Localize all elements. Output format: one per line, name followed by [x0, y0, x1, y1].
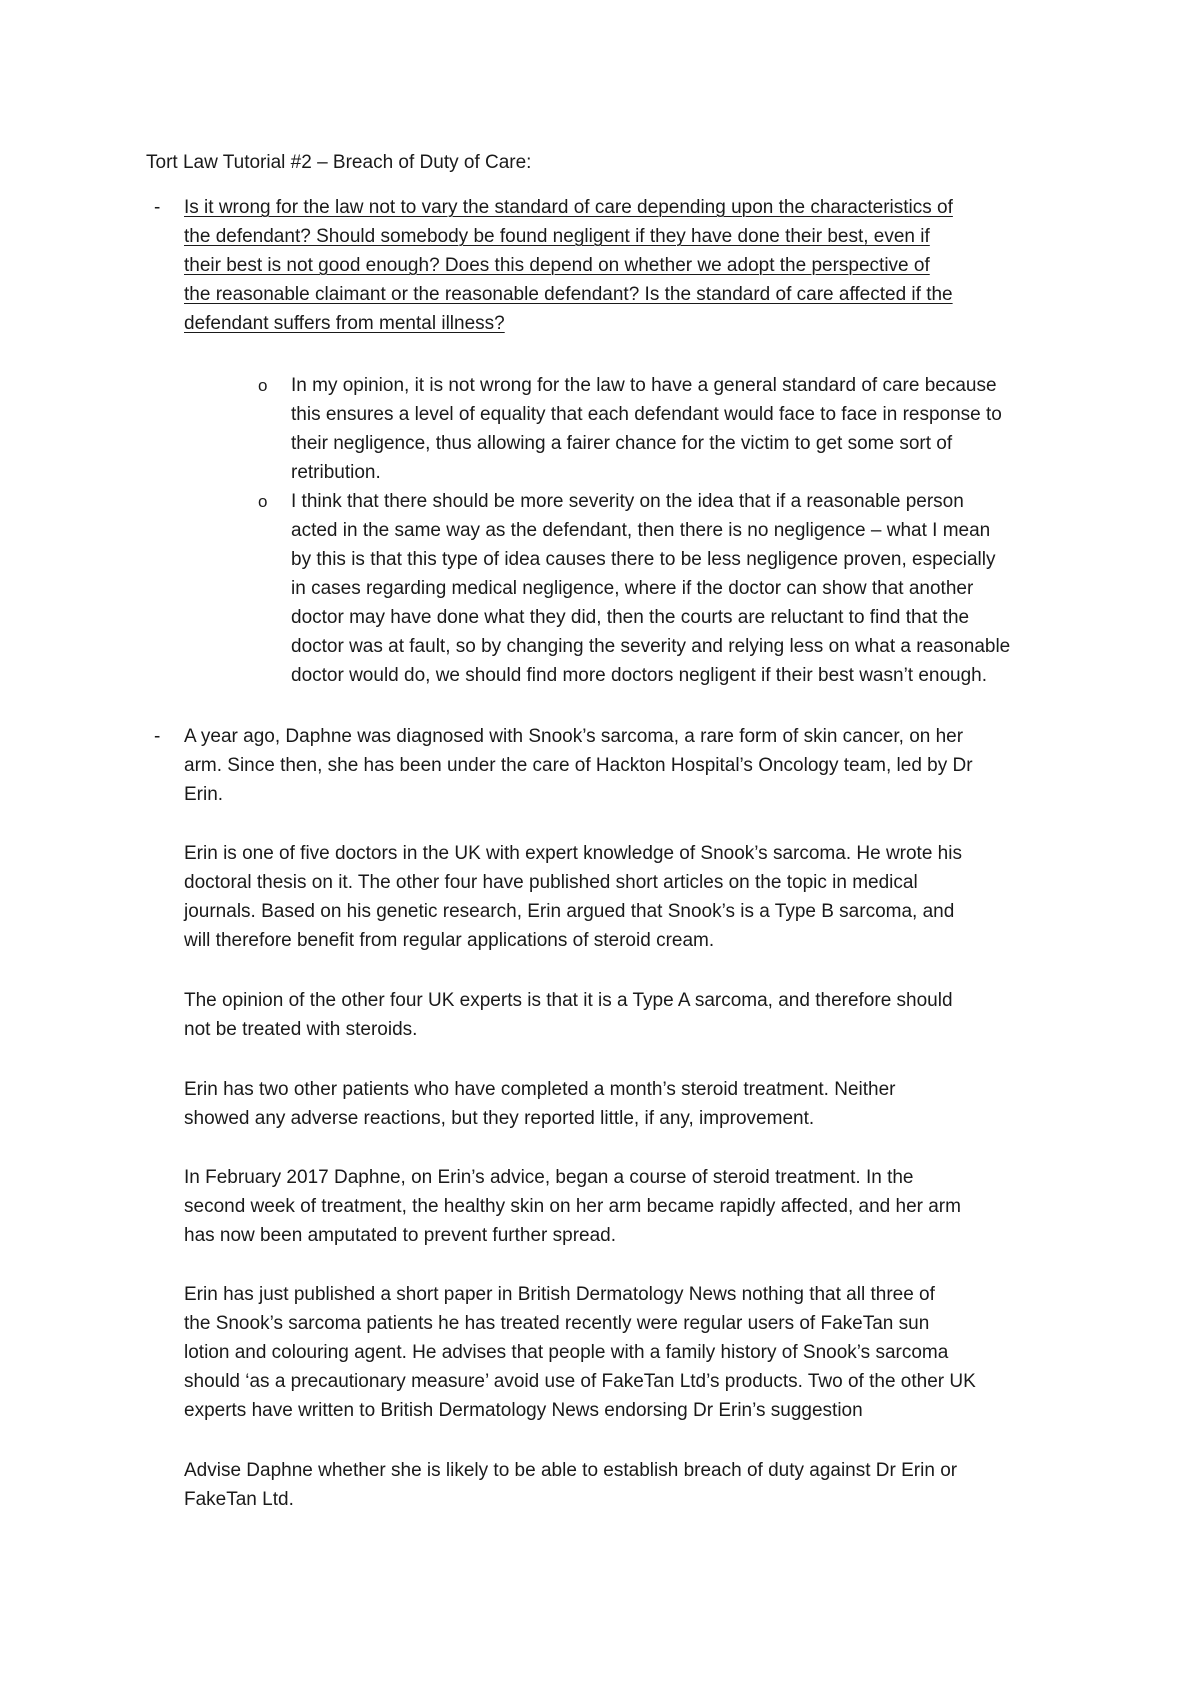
scenario-paragraph-7	[184, 1456, 1064, 1514]
scenario-paragraph-2	[184, 839, 1064, 955]
text-line: retribution.	[291, 462, 381, 483]
text-line: journals. Based on his genetic research, Erin argued that Snook’s is a Type B sarcoma, and	[184, 901, 955, 922]
text-line: doctor would do, we should find more doctors negligent if their best wasn’t enough.	[291, 665, 988, 686]
text-line: doctoral thesis on it. The other four have published short articles on the topic in medical	[184, 872, 918, 893]
scenario-paragraph-5	[184, 1163, 1064, 1250]
text-line: showed any adverse reactions, but they reported little, if any, improvement.	[184, 1108, 815, 1129]
document-title: Tort Law Tutorial #2 – Breach of Duty of Care:	[146, 152, 532, 173]
text-line: Is it wrong for the law not to vary the standard of care depending upon the characteristics of	[184, 197, 953, 218]
dash-marker: -	[154, 726, 161, 747]
text-line: will therefore benefit from regular applications of steroid cream.	[184, 930, 715, 951]
bullet-marker: o	[258, 492, 268, 511]
text-line: defendant suffers from mental illness?	[184, 313, 505, 334]
scenario-paragraph-1	[154, 722, 1064, 809]
question-1	[154, 193, 1064, 338]
text-line: In my opinion, it is not wrong for the law to have a general standard of care because	[291, 375, 997, 396]
scenario-paragraph-4	[184, 1075, 1064, 1133]
text-line: the Snook’s sarcoma patients he has treated recently were regular users of FakeTan sun	[184, 1313, 930, 1334]
text-line: In February 2017 Daphne, on Erin’s advice, began a course of steroid treatment. In the	[184, 1167, 914, 1188]
answer-bullet-1	[258, 371, 1071, 487]
text-line: FakeTan Ltd.	[184, 1489, 294, 1510]
text-line: by this is that this type of idea causes there to be less negligence proven, especially	[291, 549, 996, 570]
text-line: Advise Daphne whether she is likely to be able to establish breach of duty against Dr Erin or	[184, 1460, 958, 1481]
text-line: their best is not good enough? Does this depend on whether we adopt the perspective of	[184, 255, 930, 276]
text-line: A year ago, Daphne was diagnosed with Snook’s sarcoma, a rare form of skin cancer, on her	[184, 726, 964, 747]
text-line: Erin is one of five doctors in the UK with expert knowledge of Snook’s sarcoma. He wrote his	[184, 843, 962, 864]
text-line: not be treated with steroids.	[184, 1019, 418, 1040]
question-1-text	[184, 193, 1064, 338]
text-line: doctor was at fault, so by changing the severity and relying less on what a reasonable	[291, 636, 1011, 657]
text-line: I think that there should be more severity on the idea that if a reasonable person	[291, 491, 964, 512]
text-line: experts have written to British Dermatology News endorsing Dr Erin’s suggestion	[184, 1400, 863, 1421]
bullet-marker: o	[258, 376, 268, 395]
text-line: The opinion of the other four UK experts is that it is a Type A sarcoma, and therefore should	[184, 990, 953, 1011]
text-line: the defendant? Should somebody be found negligent if they have done their best, even if	[184, 226, 930, 247]
text-line: Erin has just published a short paper in British Dermatology News nothing that all three of	[184, 1284, 935, 1305]
dash-marker: -	[154, 197, 161, 218]
text-line: acted in the same way as the defendant, then there is no negligence – what I mean	[291, 520, 991, 541]
text-line: the reasonable claimant or the reasonable defendant? Is the standard of care affected if the	[184, 284, 953, 305]
answer-bullet-2	[258, 487, 1071, 690]
text-line: in cases regarding medical negligence, where if the doctor can show that another	[291, 578, 974, 599]
text-line: this ensures a level of equality that each defendant would face to face in response to	[291, 404, 1002, 425]
text-line: Erin.	[184, 784, 224, 805]
text-line: arm. Since then, she has been under the care of Hackton Hospital’s Oncology team, led by Dr	[184, 755, 973, 776]
scenario-paragraph-3	[184, 986, 1064, 1044]
text-line: has now been amputated to prevent further spread.	[184, 1225, 616, 1246]
text-line: second week of treatment, the healthy skin on her arm became rapidly affected, and her arm	[184, 1196, 961, 1217]
text-line: their negligence, thus allowing a fairer chance for the victim to get some sort of	[291, 433, 953, 454]
text-line: lotion and colouring agent. He advises that people with a family history of Snook’s sarcoma	[184, 1342, 949, 1363]
scenario-paragraph-6	[184, 1280, 1064, 1425]
text-line: Erin has two other patients who have completed a month’s steroid treatment. Neither	[184, 1079, 896, 1100]
text-line: doctor may have done what they did, then the courts are reluctant to find that the	[291, 607, 970, 628]
text-line: should ‘as a precautionary measure’ avoid use of FakeTan Ltd’s products. Two of the other UK	[184, 1371, 976, 1392]
